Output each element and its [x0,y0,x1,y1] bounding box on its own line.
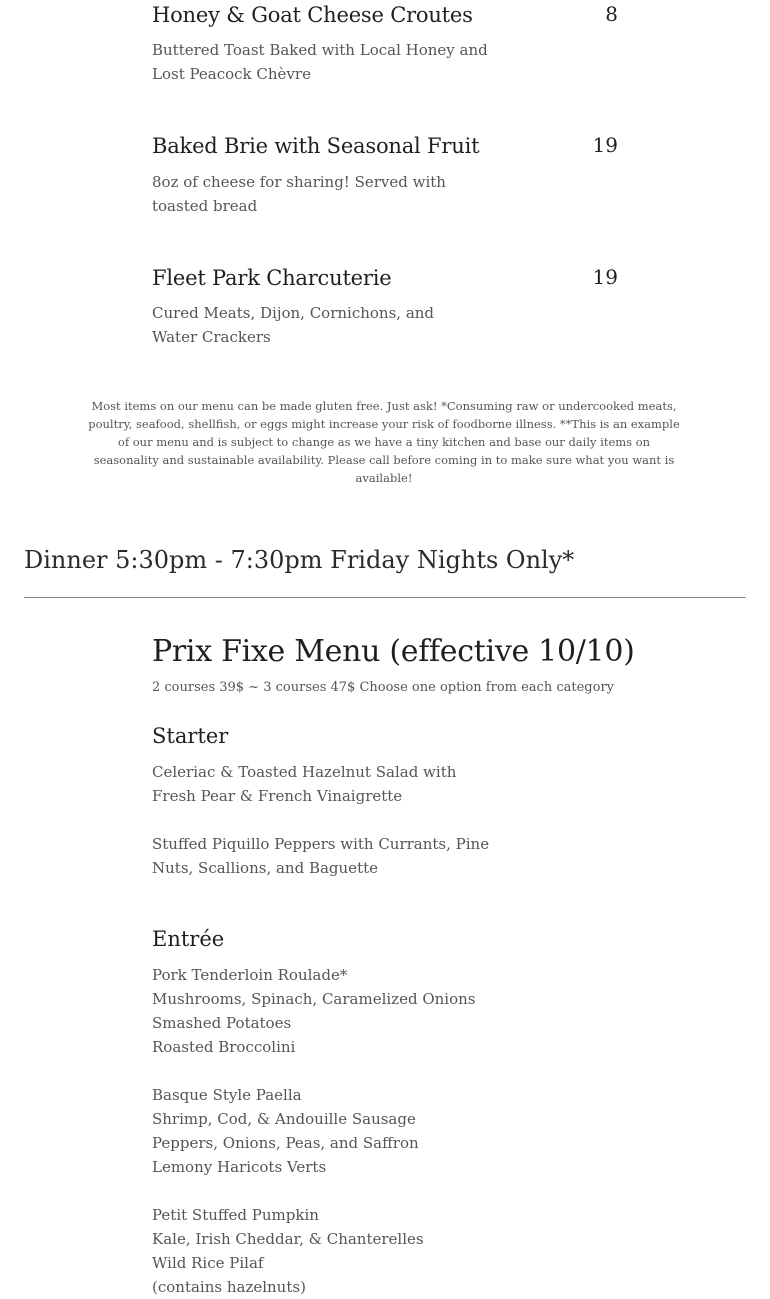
entree-line: Lemony Haricots Verts [152,1158,327,1176]
category-title-starter: Starter [152,724,229,748]
prix-fixe-subtitle: 2 courses 39$ ~ 3 courses 47$ Choose one option from each category [152,680,615,695]
entree-line: Wild Rice Pilaf [152,1254,264,1272]
entree-option [152,1203,502,1299]
menu-item-name: Fleet Park Charcuterie [152,266,392,290]
menu-item-description: Cured Meats, Dijon, Cornichons, and Water Crackers [152,304,435,346]
starter-option [152,832,497,880]
entree-line: Pork Tenderloin Roulade* [152,966,348,984]
entree-option [152,1083,502,1179]
entree-line: Petit Stuffed Pumpkin [152,1206,319,1224]
menu-item-price: 8 [605,2,618,26]
prix-fixe-title: Prix Fixe Menu (effective 10/10) [152,634,635,669]
entree-line: Peppers, Onions, Peas, and Saffron [152,1134,419,1152]
menu-disclaimer: Most items on our menu can be made gluten free. Just ask! *Consuming raw or undercooked meats, poultry, seafood, shellfish, or eggs might increase your risk of foodborne illness. **This is an example of our menu and is subject to change as we have a tiny kitchen and base our daily items on seasonality and sustainable availability. Please call before coming in to make sure what you want is available! [88,399,680,485]
entree-line: Roasted Broccolini [152,1038,296,1056]
entree-line: (contains hazelnuts) [152,1278,306,1296]
entree-line: Basque Style Paella [152,1086,302,1104]
section-divider [24,597,746,598]
entree-line: Mushrooms, Spinach, Caramelized Onions [152,990,476,1008]
starter-option [152,760,497,808]
menu-item-description: Buttered Toast Baked with Local Honey and Lost Peacock Chèvre [152,41,488,83]
menu-item-name: Honey & Goat Cheese Croutes [152,3,473,27]
entree-line: Shrimp, Cod, & Andouille Sausage [152,1110,416,1128]
section-title: Dinner 5:30pm - 7:30pm Friday Nights Only* [24,546,575,574]
entree-line: Kale, Irish Cheddar, & Chanterelles [152,1230,424,1248]
starter-option-text: Celeriac & Toasted Hazelnut Salad with Fresh Pear & French Vinaigrette [152,763,457,805]
menu-item-price: 19 [592,265,618,289]
menu-item-price: 19 [592,133,618,157]
menu-item-name: Baked Brie with Seasonal Fruit [152,134,480,158]
category-title-entree: Entrée [152,927,225,951]
starter-option-text: Stuffed Piquillo Peppers with Currants, Pine Nuts, Scallions, and Baguette [152,835,490,877]
entree-line: Smashed Potatoes [152,1014,292,1032]
entree-option [152,963,502,1059]
menu-item-description: 8oz of cheese for sharing! Served with toasted bread [152,173,446,215]
